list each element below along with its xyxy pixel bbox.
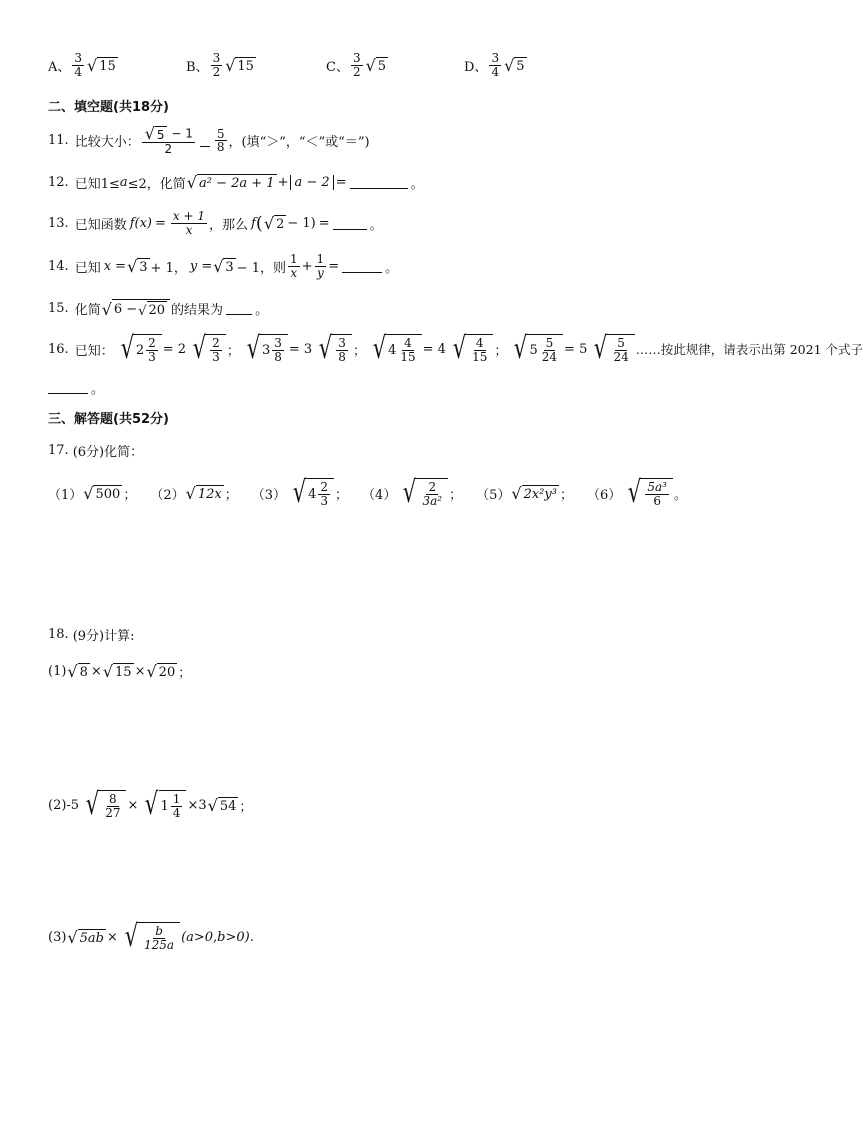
fraction [611,337,630,363]
radical: √ 6 − √ 20 [102,299,170,318]
part-label: (1) [48,664,67,679]
operator: × [106,929,118,945]
separator: ； [335,487,349,503]
question-text: 已知 [74,260,101,276]
function-name: f [251,215,256,231]
part-label: （6） [586,487,622,503]
question-text: ……按此规律，请表示出第 2021 个式子 [635,342,863,357]
denominator: x [290,265,298,280]
question-18-part-3 [48,919,254,954]
radical: √ 1 $\frac{1}{4}$ [139,790,186,820]
abs-content: a − 2 [294,175,330,190]
radicand: 20 [148,303,166,318]
radicand: 5 [516,58,525,74]
radicand [134,334,162,364]
fraction [288,253,300,279]
denominator: 2 [352,64,361,79]
punctuation: 。 [369,217,383,233]
part-label: （3） [251,487,286,503]
radicand: 5 [377,58,387,74]
whole-part: 4 [388,342,397,358]
radical: √ 2 [263,213,285,233]
numerator: 1 [290,252,298,266]
fraction [272,337,284,363]
radical: √ 5ab [67,927,104,947]
question-text: ，那么 [209,217,249,233]
radicand [306,478,334,508]
denominator: 15 [472,349,488,364]
fraction [142,126,195,156]
fraction [315,253,327,279]
radicand [607,334,634,364]
question-text: 化简 [74,303,101,318]
whole-part: 2 [135,342,145,358]
option-c [326,52,389,78]
denominator: 3 [148,349,156,364]
radicand: 5ab [79,930,104,946]
numerator: 1 [316,252,325,266]
fraction [420,481,444,507]
coefficient: ×3 [187,797,207,813]
fraction [470,337,489,363]
option-b [186,52,257,78]
question-number: 16. [48,341,69,357]
answer-blank[interactable] [226,302,252,315]
variable: x = [103,258,127,274]
answer-blank[interactable] [48,381,88,394]
numerator: 3 [74,51,83,65]
numerator: 3 [212,51,221,65]
question-18-part-1 [48,662,191,681]
option-label: B、 [186,59,209,75]
punctuation: 。 [255,303,269,318]
punctuation: 。 [91,382,105,397]
fraction [215,128,227,154]
equals-coefficient: = 4 [422,341,446,357]
fraction [336,337,348,363]
numerator: 5 [617,335,625,350]
radical: √ 15 [225,55,254,75]
numerator: 4 [404,335,412,350]
question-text: 已知1≤ [74,177,120,192]
separator: ； [226,343,240,359]
denominator: 3a² [422,493,443,508]
denominator: 27 [105,805,121,820]
radicand: 12x [197,486,222,502]
radicand: 15 [237,58,254,74]
question-16 [48,331,863,366]
question-17-parts [48,475,687,510]
question-text: (6分)化简： [72,445,144,460]
fraction [210,337,222,363]
denominator: x [185,222,193,237]
function-arg: (x) [134,215,152,231]
question-number: 12. [48,175,69,190]
numerator: 3 [338,335,346,350]
radical: √ 500 [83,483,121,503]
radicand [99,790,126,820]
question-12 [48,173,424,192]
question-number: 15. [48,301,69,316]
radicand-part: 6 − [113,302,138,317]
question-text: 已知函数 [74,217,127,233]
separator: ； [449,487,463,503]
radicand: 2x²y³ [523,486,557,502]
punctuation: 。 [410,177,424,192]
numerator: 5 [545,335,554,350]
section-heading-answers: 三、解答题(共52分) [48,412,169,427]
question-18-part-2 [48,787,253,822]
denominator: 2 [164,142,173,156]
operator: × [127,797,139,813]
fraction [72,52,84,78]
option-label: C、 [326,59,349,75]
radical: √ 2x²y³ [511,483,557,503]
denominator: 125a [144,937,175,952]
variable: y = [189,258,213,274]
fraction [489,52,501,78]
denominator: 8 [274,349,282,364]
condition: (a>0,b>0). [181,929,254,945]
fraction [146,337,158,363]
part-label: （4） [362,487,397,503]
radicand: 54 [219,798,237,814]
denominator: 3 [320,493,329,508]
denominator: 2 [212,64,221,79]
fraction [351,52,363,78]
equals-coefficient: = 5 [564,341,588,357]
numerator: 5a³ [647,479,667,494]
whole-part: 3 [261,342,271,358]
radical: √ $\frac{3}{8}$ [313,334,352,364]
fraction [645,481,669,507]
part-label: （5） [476,487,511,503]
radical: √ 3 $\frac{3}{8}$ [241,334,288,364]
numerator: 2 [148,335,156,350]
radicand: 3 [139,259,148,275]
radicand: a² − 2a + 1 [199,176,275,191]
radicand: 2 [276,216,285,232]
radical: √ 5 [365,55,387,75]
equals-coefficient: = 2 [162,341,187,357]
fraction [171,793,183,819]
denominator: 15 [400,349,416,364]
operator: = [318,215,330,231]
question-number: 17. [48,443,69,458]
radicand [206,334,226,364]
operator: = [155,215,166,231]
section-heading-fill-in: 二、填空题(共18分) [48,100,169,115]
part-label: （2） [150,487,185,503]
radicand [332,334,352,364]
numerator: 3 [352,51,361,65]
numerator: 4 [475,335,484,350]
option-label: D、 [464,59,488,75]
numerator: 2 [320,479,329,494]
question-17 [48,441,143,460]
question-hint: ，(填“＞”，“＜”或“＝”) [228,135,370,151]
radical: √ 12x [185,483,222,503]
function-name: f [129,215,135,231]
radicand [527,334,563,364]
fraction [540,337,559,363]
radical: √ 15 [102,662,132,681]
separator: 。 [673,487,687,503]
answer-blank[interactable] [200,134,210,147]
radical: √ $\frac{8}{27}$ [80,790,126,820]
question-13 [48,210,383,236]
numerator: 8 [109,791,117,806]
separator: ； [123,487,137,503]
paren: ( [255,212,263,234]
operator: + [301,258,313,274]
operator: + [277,175,289,190]
question-18 [48,625,134,644]
numerator: 1 [172,791,181,806]
question-text: − 1，则 [236,260,286,276]
radical: √ $\frac{\text{5a³}}{6}$ [622,478,673,508]
radical: √ 5 [144,124,165,143]
radical: √ 54 [207,795,237,815]
radical: √ 4 $\frac{4}{15}$ [367,334,422,364]
radical: √ 8 [67,662,88,681]
denominator: 4 [491,64,500,79]
radical: √ 20 [146,662,176,681]
numerator: 3 [491,51,500,65]
question-number: 18. [48,627,69,642]
numerator: x + 1 [172,209,205,223]
separator: ； [494,343,508,359]
answer-blank[interactable] [333,217,367,230]
fraction [398,337,417,363]
equals-coefficient: = 3 [288,341,313,357]
radical: √ $\frac{5}{24}$ [588,334,634,364]
operator: = [335,175,347,190]
radicand [112,299,170,318]
question-number: 11. [48,133,69,149]
denominator: 24 [613,349,629,364]
radicand [159,790,187,820]
radical: √ 5 $\frac{5}{24}$ [508,334,563,364]
question-text: + 1， [150,260,187,276]
punctuation: 。 [385,260,399,276]
whole-part: 1 [160,798,169,814]
part-label: （1） [48,487,83,503]
fraction [103,793,122,819]
question-number: 14. [48,258,69,274]
radicand: 15 [99,58,116,74]
answer-blank[interactable] [342,260,382,273]
radical: √ 2 $\frac{2}{3}$ [115,334,162,364]
numerator: b [155,923,163,938]
radicand [386,334,422,364]
radical: √ 3 [127,256,148,276]
question-number: 13. [48,215,69,231]
denominator: 4 [172,805,181,820]
radical: √ $\frac{2}{3}$ [187,334,226,364]
denominator: 8 [338,349,346,364]
fraction [211,52,223,78]
answer-blank[interactable] [350,176,408,189]
fraction [142,925,176,951]
radicand [260,334,288,364]
numerator: 2 [428,479,437,494]
whole-part: 4 [308,486,317,502]
separator: ； [178,666,192,681]
operator: = [328,258,340,274]
numerator: 5 [216,126,225,141]
option-d [464,52,528,78]
option-a [48,52,119,78]
question-text: 已知： [74,343,114,359]
fraction [171,210,207,236]
absolute-value [290,175,333,190]
radicand: 20 [158,665,176,680]
denominator: 6 [653,493,661,508]
radical: √ 15 [87,55,116,75]
separator: ； [224,487,238,503]
numerator-tail: − 1 [167,126,193,141]
radicand [466,334,493,364]
radicand: 15 [115,665,132,680]
numerator: 3 [274,335,282,350]
separator: ； [559,487,573,503]
question-11 [48,126,370,156]
question-text: (9分)计算: [72,629,135,644]
radicand: 8 [79,665,88,680]
numerator: 2 [212,335,220,350]
radical: √ 20 [138,303,166,319]
denominator: 3 [212,349,220,364]
operator: × [90,664,102,679]
radicand [641,478,673,508]
denominator: y [316,265,324,280]
option-label: A、 [48,59,71,75]
question-text: 的结果为 [171,303,224,318]
radicand: 5 [156,127,165,142]
variable: a [119,175,128,190]
fraction [318,481,330,507]
radical: √ 4 $\frac{2}{3}$ [287,478,334,508]
separator: ； [239,799,253,815]
numerator [142,126,195,143]
question-16-answer-line [48,378,104,397]
radical: √ $\frac{b}{125a}$ [119,922,180,952]
radicand [416,478,448,508]
part-label: (3) [48,929,67,945]
radicand: 500 [95,486,121,502]
denominator: 8 [216,140,225,155]
denominator: 24 [541,349,558,364]
question-text: − 1) [287,215,316,231]
separator: ； [352,343,366,359]
part-label: (2)-5 [48,797,80,813]
radical: √ $\frac{4}{15}$ [447,334,493,364]
radical: √ 3 [213,256,234,276]
question-15 [48,299,268,318]
radicand [138,922,180,952]
question-text: ≤2，化简 [127,177,186,192]
radical: √ a² − 2a + 1 [186,173,275,192]
question-14 [48,253,398,279]
radical: √ $\frac{2}{\text{3a²}}$ [397,478,448,508]
radical: √ 5 [504,55,525,75]
question-text: 比较大小： [74,135,140,151]
radicand: 3 [225,259,234,275]
whole-part: 5 [529,342,538,358]
denominator: 4 [74,64,83,79]
operator: × [134,664,146,679]
